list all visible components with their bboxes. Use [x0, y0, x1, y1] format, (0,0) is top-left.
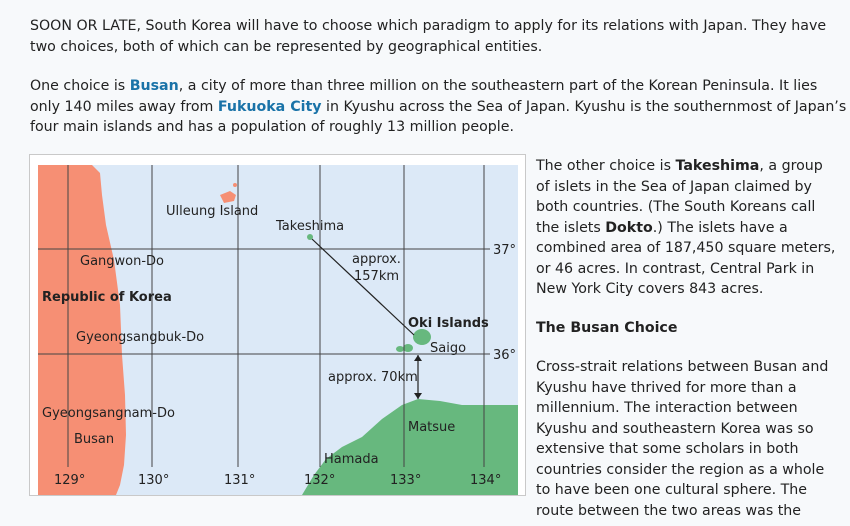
label-gangwon: Gangwon-Do — [80, 254, 165, 269]
longitude-label: 130° — [138, 473, 170, 488]
takeshima-paragraph: The other choice is Takeshima, a group of islets in the Sea of Japan claimed by both countries. (The South Koreans call the islets Dokto.) The islets have a combined area of 187,450 square meters, or 46 acres. In contrast, Central Park in New York City covers 843 acres. — [536, 158, 836, 297]
fukuoka-city-link[interactable]: Fukuoka City — [217, 98, 322, 115]
longitude-label: 133° — [390, 473, 422, 488]
intro-paragraph: SOON OR LATE, South Korea will have to choose which paradigm to apply for its relations with Japan. They have two choices, both of which can be represented by geographical entities. — [30, 18, 827, 55]
longitude-label: 134° — [470, 473, 502, 488]
label-hamada: Hamada — [324, 452, 379, 467]
label-matsue: Matsue — [408, 420, 456, 435]
longitude-label: 131° — [224, 473, 256, 488]
oki-islands-shape — [413, 329, 431, 345]
busan-choice-paragraph: One choice is Busan, a city of more than three million on the southeastern part of the Korean Peninsula. It lies only 140 miles away from Fukuoka City in Kyushu across the Sea of Japan. Kyushu is the southernmost of Japan’s four main islands and has a population of roughly 13 million people. — [30, 78, 847, 135]
longitude-label: 132° — [304, 473, 336, 488]
label-takeshima: Takeshima — [276, 219, 345, 234]
label-gyeongnam: Gyeongsangnam-Do — [42, 406, 175, 421]
korea-japan-map — [29, 154, 526, 496]
map-svg — [30, 155, 527, 497]
longitude-label: 129° — [54, 473, 86, 488]
label-approx-70: approx. 70km — [328, 370, 418, 385]
label-approx-157-a: approx. — [352, 252, 401, 267]
label-oki-islands: Oki Islands — [408, 316, 489, 331]
label-republic-of-korea: Republic of Korea — [42, 290, 172, 305]
label-gyeongbuk: Gyeongsangbuk-Do — [76, 330, 205, 345]
label-ulleung: Ulleung Island — [166, 204, 259, 219]
busan-choice-heading: The Busan Choice — [536, 320, 678, 336]
label-approx-157-b: 157km — [354, 269, 400, 284]
label-lat-36: 36° — [493, 348, 517, 363]
label-lat-37: 37° — [493, 243, 517, 258]
busan-link[interactable]: Busan — [129, 78, 179, 94]
busan-choice-body: Cross-strait relations between Busan and Kyushu have thrived for more than a millennium. The interaction between Kyushu and southeastern Korea was so extensive that some scholars in both countries consider the region as a whole to have been one cultural sphere. The route between the two areas was the — [536, 359, 829, 519]
label-busan: Busan — [74, 432, 115, 447]
label-saigo: Saigo — [430, 341, 467, 356]
